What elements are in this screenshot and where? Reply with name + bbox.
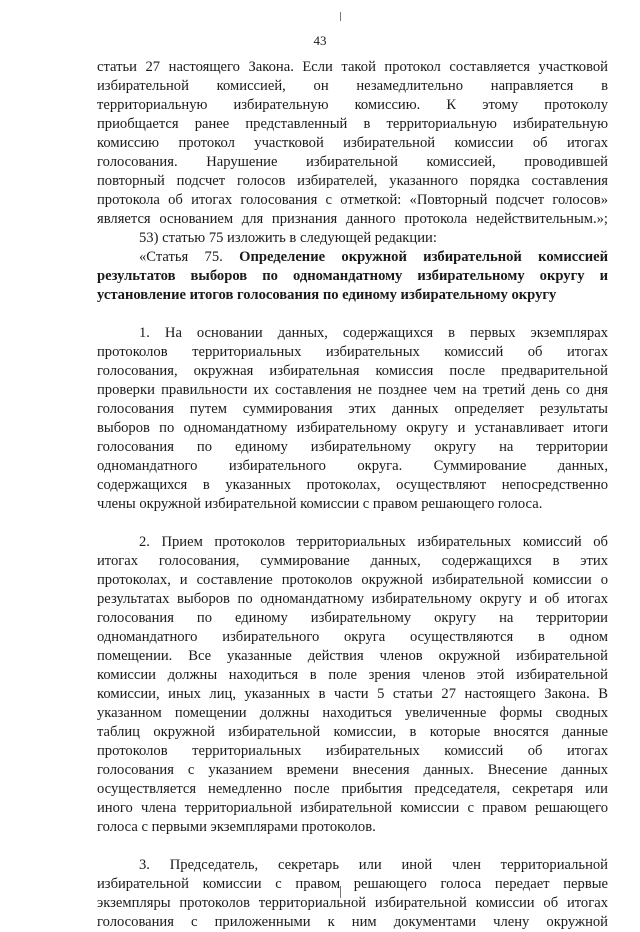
text-line: голоса с первыми экземплярами протоколов. (97, 819, 376, 835)
text-line: протокола об итогах голосования с отметкой: «Повторный подсчет голосов» (97, 192, 608, 208)
text-line: иного члена территориальной избирательной комиссии с правом решающего (97, 800, 608, 816)
text-line: результатах выборов по одномандатному избирательному округу и об итогах (97, 591, 608, 607)
text-line: одномандатного избирательного округа. Суммирование данных, (97, 458, 608, 474)
text-line: статьи 27 настоящего Закона. Если такой протокол составляется участковой (97, 59, 608, 75)
text-line: 3. Председатель, секретарь или иной член территориальной (139, 857, 608, 873)
text-line: члены окружной избирательной комиссии с правом решающего голоса. (97, 496, 543, 512)
text-line: протоколов территориальных избирательных комиссий об итогах (97, 344, 608, 360)
document-body (97, 58, 608, 932)
spacer (97, 837, 608, 856)
article-title: установление итогов голосования по единому избирательному округу (97, 287, 557, 303)
text-line: выборов по одномандатному избирательному округу и устанавливает итоги (97, 420, 608, 436)
text-line: избирательной комиссией, он незамедлительно направляется в (97, 78, 608, 94)
text-line: является основанием для признания данного протокола недействительным.»; (97, 211, 608, 227)
scan-mark (340, 12, 341, 21)
text-line: голосования по единому избирательному округу на территории (97, 610, 608, 626)
text-line: голосования, окружная избирательная комиссия после предварительной (97, 363, 608, 379)
article-heading-line (97, 248, 608, 267)
article-title: результатов выборов по одномандатному избирательному округу и (97, 268, 608, 284)
text-line: 1. На основании данных, содержащихся в первых экземплярах (139, 325, 608, 341)
text-line: 2. Прием протоколов территориальных избирательных комиссий об (139, 534, 608, 550)
text-line: голосования по единому избирательному округу на территории (97, 439, 608, 455)
text-line: экземпляры протоколов территориальной избирательной комиссии об итогах (97, 895, 608, 911)
text-line: содержащихся в указанных протоколах, осуществляют непосредственно (97, 477, 608, 493)
text-line: итогах голосования, суммирование данных, содержащихся в этих (97, 553, 608, 569)
text-line: повторный подсчет голосов избирателей, указанного порядка составления (97, 173, 608, 189)
text-line: осуществляется немедленно после прибытия председателя, секретаря или (97, 781, 608, 797)
text-line: указанном помещении должны находиться увеличенные формы сводных (97, 705, 608, 721)
text-line: голосования. Нарушение избирательной комиссией, проводившей (97, 154, 608, 170)
text-line: протоколах, и составление протоколов окружной избирательной комиссии о (97, 572, 608, 588)
text-line: голосования с приложенными к ним документами члену окружной (97, 914, 608, 930)
text-line: комиссии, иных лиц, указанных в части 5 статьи 27 настоящего Закона. В (97, 686, 608, 702)
text-line: протоколов территориальных избирательных комиссий об итогах (97, 743, 608, 759)
article-title: Определение окружной избирательной комиссией (239, 249, 608, 265)
text-line: проверки правильности их составления не позднее чем на третий день со дня (97, 382, 608, 398)
article-prefix: «Статья 75. (139, 249, 223, 265)
text-line: одномандатного избирательного округа осуществляются в одном (97, 629, 608, 645)
article-heading-line (97, 267, 608, 286)
text-line: голосования с указанием времени внесения данных. Внесение данных (97, 762, 608, 778)
text-line: территориальную избирательную комиссию. К этому протоколу (97, 97, 608, 113)
spacer (97, 514, 608, 533)
spacer (97, 305, 608, 324)
amendment-item-53: 53) статью 75 изложить в следующей редакции: (139, 230, 437, 246)
text-line: приобщается ранее представленный в территориальную избирательную (97, 116, 608, 132)
text-line: комиссии должны находиться в поле зрения членов этой избирательной (97, 667, 608, 683)
text-line: комиссию протокол участковой избирательной комиссии об итогах (97, 135, 608, 151)
text-line: таблиц окружной избирательной комиссии, в которые вносятся данные (97, 724, 608, 740)
text-line: избирательной комиссии с правом решающего голоса передает первые (97, 876, 608, 892)
page-number: 43 (313, 33, 327, 48)
text-line: помещении. Все указанные действия членов окружной избирательной (97, 648, 608, 664)
article-heading-line (97, 286, 608, 305)
text-line: голосования путем суммирования этих данных определяет результаты (97, 401, 608, 417)
